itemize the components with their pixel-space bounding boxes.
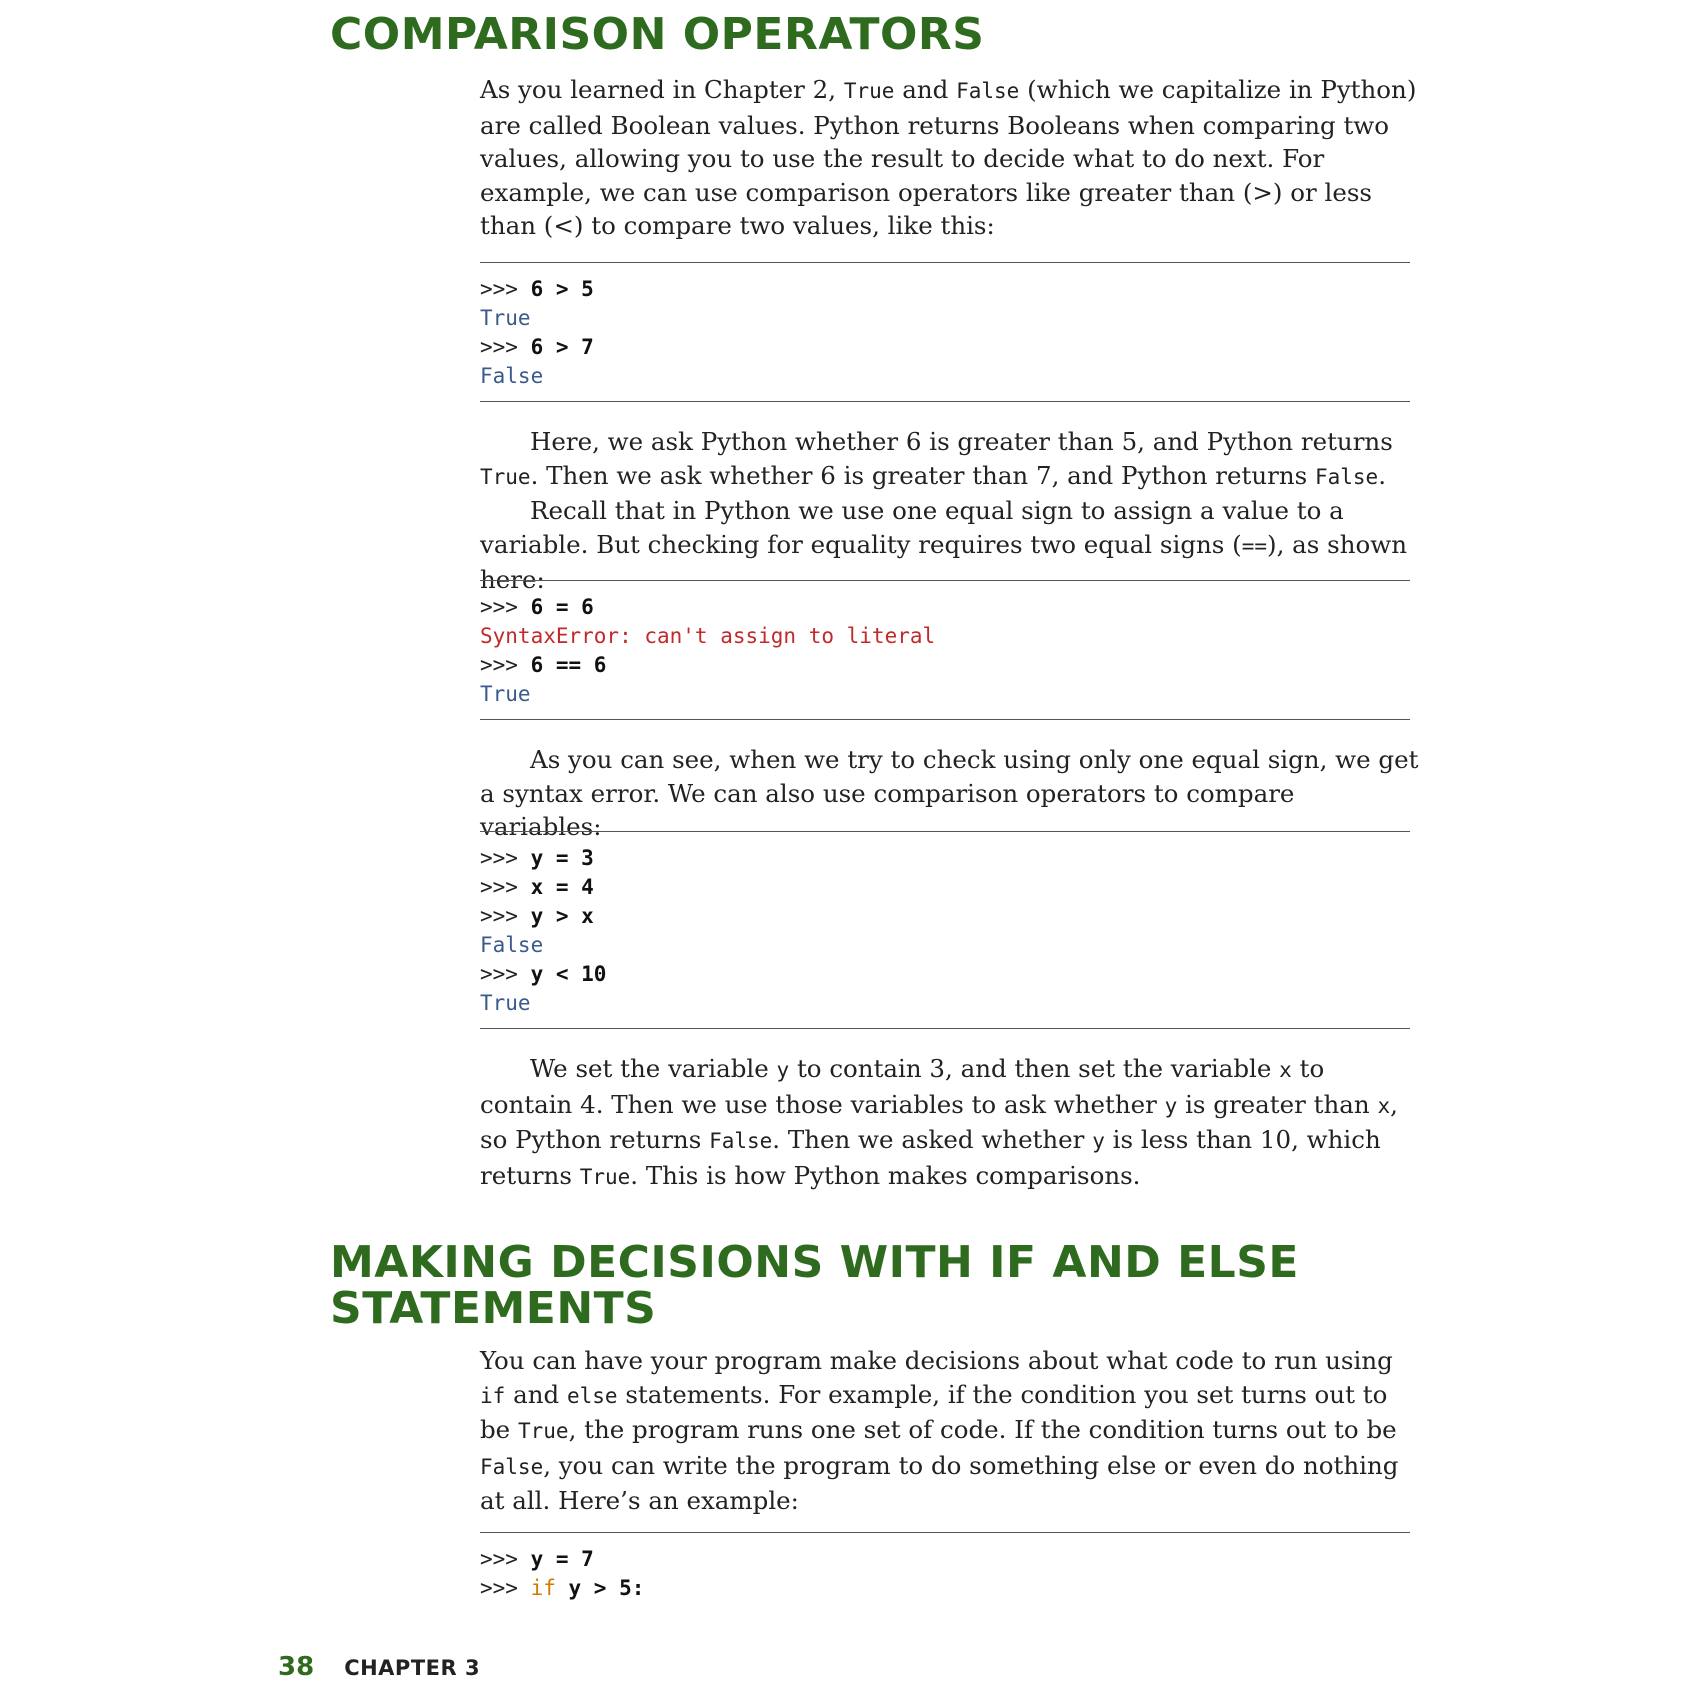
code-output: False bbox=[480, 933, 544, 957]
code-line: >>> x = 4 bbox=[480, 875, 594, 899]
paragraph: You can have your program make decisions about what code to run using if and else statements. For example, if the condition you set turns out to be True, the program runs one set of code. If the condition turns out to be False, you can write the program to do something else or even do nothing at all. Here’s an example: bbox=[480, 1346, 1399, 1515]
code-block bbox=[480, 580, 1410, 720]
section-heading-if-else: MAKING DECISIONS WITH IF AND ELSE STATEMENTS bbox=[330, 1237, 1299, 1334]
code-block bbox=[480, 1532, 1410, 1612]
section-heading-comparison-operators: COMPARISON OPERATORS bbox=[330, 9, 985, 60]
code-output: True bbox=[480, 682, 531, 706]
paragraph: We set the variable y to contain 3, and then set the variable x to contain 4. Then we use those variables to ask whether y is greater than x, so Python returns False. Then we asked whether y is less than 10, which returns True. This is how Python makes comparisons. bbox=[480, 1054, 1398, 1190]
page-number: 38 bbox=[278, 1652, 315, 1682]
code-line: >>> y < 10 bbox=[480, 962, 607, 986]
keyword-if: if bbox=[530, 1576, 556, 1600]
paragraph: Here, we ask Python whether 6 is greater than 5, and Python returns True. Then we ask whether 6 is greater than 7, and Python returns False. Recall that in Python we use one equal sign to assign a value to a variable. But checking for equality requires two equal signs (==), as shown here: bbox=[480, 427, 1407, 594]
code-output: True bbox=[480, 991, 531, 1015]
code-line: >>> 6 = 6 bbox=[480, 595, 594, 619]
paragraph: As you learned in Chapter 2, True and False (which we capitalize in Python) are called Boolean values. Python returns Booleans when comparing two values, allowing you to use the result to decide what to do next. For example, we can use comparison operators like greater than (>) or less than (<) to compare two values, like this: bbox=[480, 75, 1417, 240]
code-line: >>> y = 3 bbox=[480, 846, 594, 870]
code-line: >>> y > x bbox=[480, 904, 594, 928]
chapter-label: CHAPTER 3 bbox=[344, 1656, 481, 1680]
code-line: >>> 6 == 6 bbox=[480, 653, 607, 677]
paragraph: As you can see, when we try to check using only one equal sign, we get a syntax error. We can also use comparison operators to compare variables: bbox=[480, 745, 1419, 841]
code-line: >>> 6 > 7 bbox=[480, 335, 594, 359]
code-line: >>> 6 > 5 bbox=[480, 277, 594, 301]
code-line: >>> if y > 5: bbox=[480, 1576, 645, 1600]
code-line: >>> y = 7 bbox=[480, 1547, 594, 1571]
code-output: True bbox=[480, 306, 531, 330]
code-block bbox=[480, 262, 1410, 402]
code-block bbox=[480, 831, 1410, 1029]
page-footer bbox=[278, 1652, 480, 1682]
code-error: SyntaxError: can't assign to literal bbox=[480, 624, 936, 648]
code-output: False bbox=[480, 364, 544, 388]
